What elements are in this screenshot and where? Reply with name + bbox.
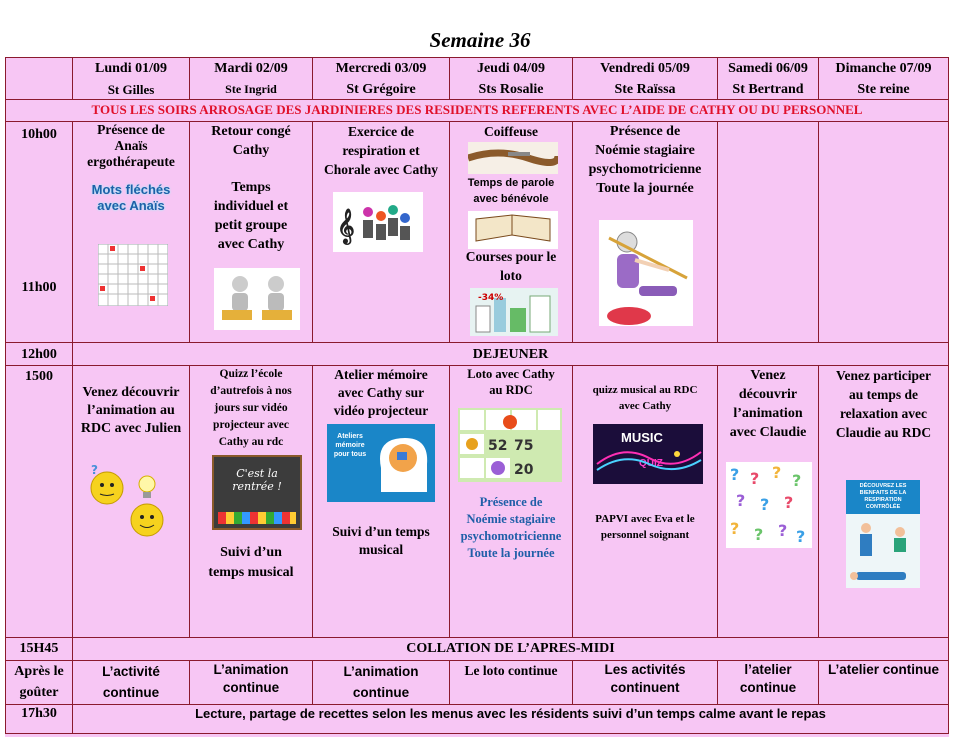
line: L’animation — [213, 662, 289, 677]
svg-text:?: ? — [754, 525, 764, 544]
crossword-title: Mots fléchés — [91, 182, 171, 197]
svg-text:𝄞: 𝄞 — [337, 209, 355, 244]
line: goûter — [19, 685, 59, 700]
breathing-poster-image — [846, 480, 920, 588]
morning-mercredi — [312, 121, 450, 343]
svg-text:?: ? — [778, 521, 788, 540]
collation-bar: COLLATION DE L’APRES-MIDI — [72, 637, 949, 661]
line: l’atelier — [744, 662, 792, 677]
saint-name: Ste Ingrid — [225, 82, 277, 96]
day-name: Lundi 01/09 — [95, 61, 167, 76]
line: Cathy — [232, 143, 270, 158]
line: continue — [222, 680, 280, 695]
evening-activity: Lecture, partage de recettes selon les menus avec les résidents suivi d’un temps calme avant le repas — [72, 704, 949, 734]
time-10h00: 10h00 — [21, 127, 57, 142]
svg-text:?: ? — [91, 463, 98, 477]
line: avec Cathy sur — [337, 385, 425, 400]
question-marks-image — [726, 462, 812, 548]
poster-text: DÉCOUVREZ LES BIENFAITS DE LA RESPIRATION CONTRÔLÉE — [859, 483, 907, 510]
line: Chorale avec Cathy — [324, 162, 438, 177]
line: Présence de — [97, 122, 165, 137]
line: Coiffeuse — [484, 124, 538, 139]
day-name: Jeudi 04/09 — [476, 61, 546, 76]
afternoon-dimanche — [818, 365, 949, 638]
time-15h45: 15H45 — [5, 637, 73, 661]
time-apres-gouter — [5, 660, 73, 705]
line: découvrir — [738, 387, 798, 402]
afternoon-jeudi — [449, 365, 573, 638]
after-jeudi — [449, 660, 573, 705]
line: au temps de — [848, 387, 918, 402]
pencils-icon — [218, 512, 296, 524]
line: psychomotricienne — [588, 162, 702, 177]
svg-text:?: ? — [750, 469, 760, 488]
lunch-bar: DEJEUNER — [72, 342, 949, 366]
morning-mardi — [189, 121, 313, 343]
quiz-word: QUIZ — [639, 458, 663, 469]
line: continuent — [610, 680, 680, 695]
header-day-jeudi — [449, 57, 573, 100]
svg-text:20: 20 — [514, 462, 534, 478]
afternoon-mardi — [189, 365, 313, 638]
line: musical — [358, 542, 404, 557]
saint-name: St Bertrand — [732, 82, 804, 97]
header-day-mardi — [189, 57, 313, 100]
line: Loto avec Cathy — [467, 367, 555, 381]
saint-name: St Grégoire — [346, 82, 416, 97]
time-1500 — [5, 365, 73, 638]
day-name: Mardi 02/09 — [214, 61, 288, 76]
line: Les activités — [604, 662, 686, 677]
line: psychomotricienne — [460, 529, 562, 543]
after-lundi — [72, 660, 190, 705]
line: temps musical — [208, 565, 294, 580]
morning-samedi — [717, 121, 819, 343]
afternoon-samedi — [717, 365, 819, 638]
line: Le loto continue — [464, 663, 558, 678]
morning-dimanche — [818, 121, 949, 343]
line: Noémie stagiaire — [466, 512, 556, 526]
line: continue — [739, 680, 797, 695]
line: avec Cathy — [618, 400, 672, 412]
line: continue — [352, 685, 410, 700]
hairdresser-image — [468, 142, 558, 174]
header-day-samedi — [717, 57, 819, 100]
line: respiration et — [342, 143, 420, 158]
page-title: Semaine 36 — [429, 28, 531, 52]
line: Anaïs — [114, 138, 148, 153]
line: Suivi d’un temps — [332, 524, 430, 539]
crossword-subtitle: avec Anaïs — [97, 198, 165, 213]
svg-text:-34%: -34% — [478, 293, 504, 303]
memory-workshop-image — [327, 424, 435, 502]
line: petit groupe — [214, 218, 288, 233]
time-11h00: 11h00 — [21, 280, 57, 295]
line: Courses pour le — [465, 249, 557, 264]
after-mardi — [189, 660, 313, 705]
time-label: 1500 — [25, 369, 53, 384]
line: Présence de — [479, 495, 543, 509]
line: Cathy au rdc — [218, 436, 284, 448]
line: relaxation avec — [839, 406, 928, 421]
saint-name: Ste reine — [857, 82, 910, 97]
people-talking-image — [214, 268, 300, 330]
line: ergothérapeute — [87, 154, 175, 169]
chalkboard-text: C'est la rentrée ! — [232, 467, 282, 493]
back-to-school-image — [212, 455, 302, 530]
watering-banner: TOUS LES SOIRS ARROSAGE DES JARDINIERES DES RESIDENTS REFERENTS AVEC L’AIDE DE CATHY OU DU PERSONNEL — [5, 99, 949, 122]
line: Claudie au RDC — [835, 425, 932, 440]
day-name: Mercredi 03/09 — [335, 61, 427, 76]
svg-text:75: 75 — [514, 438, 534, 454]
line: Atelier mémoire — [334, 367, 428, 382]
saint-name: Ste Raïssa — [614, 82, 676, 97]
line: au RDC — [489, 383, 533, 397]
schedule-grid — [5, 57, 949, 737]
memory-pic-text: Ateliers mémoire pour tous — [333, 433, 367, 458]
time-17h30: 17h30 — [5, 704, 73, 734]
shopping-products-image — [470, 288, 558, 336]
morning-vendredi — [572, 121, 718, 343]
line: L’atelier continue — [827, 662, 940, 677]
line: Suivi d’un — [220, 545, 282, 560]
line: L’animation — [343, 664, 419, 679]
svg-text:?: ? — [760, 495, 770, 514]
line: l’animation au — [87, 403, 175, 418]
crossword-icon — [98, 244, 168, 306]
line: Exercice de — [347, 124, 415, 139]
line: avec Cathy — [217, 237, 285, 252]
line: avec Claudie — [729, 425, 807, 440]
saint-name: Sts Rosalie — [478, 82, 544, 97]
line: l’animation — [733, 406, 803, 421]
music-notes-icon — [593, 424, 703, 484]
header-day-vendredi — [572, 57, 718, 100]
header-day-lundi — [72, 57, 190, 100]
line: Venez découvrir — [82, 385, 180, 400]
saint-name: St Gilles — [107, 82, 155, 97]
svg-text:?: ? — [784, 493, 794, 512]
line: Toute la journée — [467, 546, 555, 560]
line: Après le — [14, 664, 64, 679]
music-quiz-image — [593, 424, 703, 484]
svg-text:52: 52 — [488, 438, 508, 454]
music-word: MUSIC — [621, 430, 663, 445]
header-day-mercredi — [312, 57, 450, 100]
poster-banner — [846, 480, 920, 514]
afternoon-vendredi — [572, 365, 718, 638]
line: projecteur avec — [213, 419, 289, 431]
line: vidéo projecteur — [333, 403, 429, 418]
svg-text:?: ? — [796, 527, 806, 546]
day-name: Dimanche 07/09 — [835, 61, 932, 76]
svg-text:?: ? — [730, 465, 740, 484]
afternoon-mercredi — [312, 365, 450, 638]
morning-jeudi — [449, 121, 573, 343]
after-dimanche — [818, 660, 949, 705]
breathing-people-icon — [846, 514, 920, 590]
senior-exercise-image — [599, 220, 693, 326]
line: L’activité — [102, 664, 160, 679]
svg-text:?: ? — [736, 491, 746, 510]
line: Venez participer — [835, 368, 932, 383]
header-day-dimanche — [818, 57, 949, 100]
line: Toute la journée — [596, 181, 694, 196]
day-name: Samedi 06/09 — [728, 61, 808, 76]
header-corner — [5, 57, 73, 100]
line: personnel soignant — [600, 529, 690, 541]
line: PAPVI avec Eva et le — [595, 513, 695, 525]
line: Présence de — [609, 124, 681, 139]
line: Noémie stagiaire — [595, 143, 695, 158]
svg-text:?: ? — [730, 519, 740, 538]
brain-head-icon — [371, 432, 431, 496]
line: jours sur vidéo — [214, 402, 288, 414]
day-name: Vendredi 05/09 — [600, 61, 690, 76]
morning-lundi — [72, 121, 190, 343]
line: continue — [102, 685, 160, 700]
after-vendredi — [572, 660, 718, 705]
after-samedi — [717, 660, 819, 705]
after-mercredi — [312, 660, 450, 705]
loto-image — [458, 408, 562, 482]
svg-text:?: ? — [772, 463, 782, 482]
open-book-image — [468, 211, 558, 249]
afternoon-lundi — [72, 365, 190, 638]
thinking-emoji-image — [85, 462, 175, 544]
line: Venez — [750, 368, 786, 383]
line: Temps de parole — [467, 177, 555, 189]
line: Quizz l’école — [219, 368, 283, 380]
line: d’autrefois à nos — [210, 385, 292, 397]
line: RDC avec Julien — [80, 421, 182, 436]
line: quizz musical au RDC — [592, 384, 698, 396]
line: avec bénévole — [473, 193, 549, 205]
time-12h00: 12h00 — [5, 342, 73, 366]
line: Temps — [231, 180, 271, 195]
line: loto — [500, 268, 522, 283]
line: Retour congé — [211, 124, 291, 139]
time-morning — [5, 121, 73, 343]
line: individuel et — [213, 199, 289, 214]
svg-text:?: ? — [792, 471, 802, 490]
choir-music-image — [333, 192, 423, 252]
